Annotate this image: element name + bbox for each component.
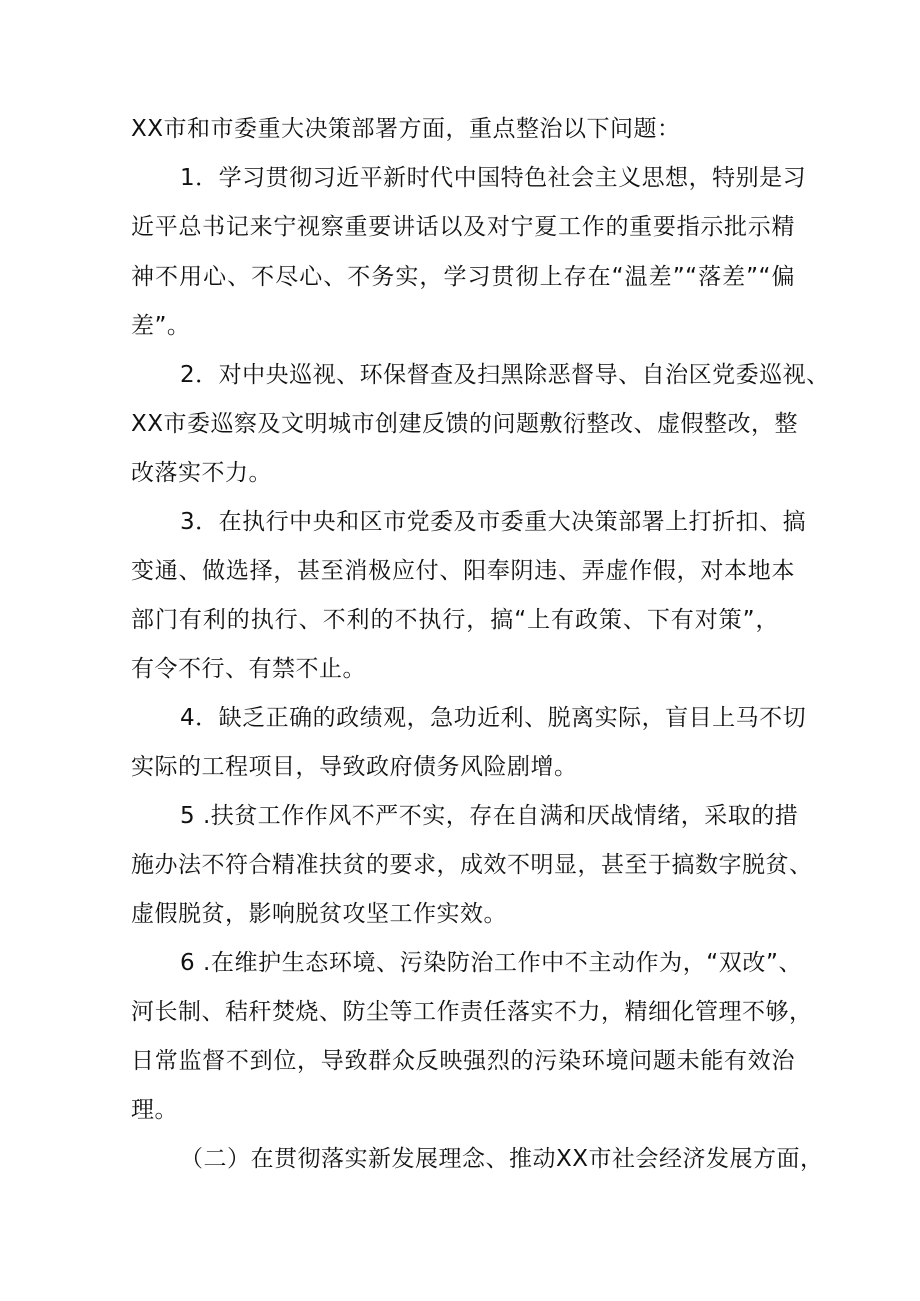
text-line: 虚假脱贫，影响脱贫攻坚工作实效。 [131, 901, 507, 927]
text-line: 有令不行、有禁不止。 [131, 656, 366, 682]
text-line: XX市委巡察及文明城市创建反馈的问题敷衍整改、虚假整改，整 [131, 411, 799, 437]
text-line: 差”。 [131, 313, 191, 339]
text-line: 近平总书记来宁视察重要讲话以及对宁夏工作的重要指示批示精 [131, 214, 795, 240]
text-line: 3．在执行中央和区市党委及市委重大决策部署上打折扣、搞 [180, 509, 807, 535]
text-line: 理。 [131, 1097, 178, 1123]
text-line: 2．对中央巡视、环保督查及扫黑除恶督导、自治区党委巡视、 [180, 362, 830, 388]
text-line: 部门有利的执行、不利的不执行，搞“上有政策、下有对策”， [131, 607, 779, 633]
text-line: XX市和市委重大决策部署方面，重点整治以下问题： [131, 116, 681, 142]
text-line: 实际的工程项目，导致政府债务风险剧增。 [131, 754, 578, 780]
text-line: （二）在贯彻落实新发展理念、推动XX市社会经济发展方面， [180, 1146, 824, 1172]
text-line: 改落实不力。 [131, 460, 272, 486]
text-line: 1．学习贯彻习近平新时代中国特色社会主义思想，特别是习 [180, 165, 807, 191]
text-line: 日常监督不到位，导致群众反映强烈的污染环境问题未能有效治 [131, 1048, 795, 1074]
text-line: 变通、做选择，甚至消极应付、阳奉阴违、弄虚作假，对本地本 [131, 558, 795, 584]
text-line: 5 .扶贫工作作风不严不实，存在自满和厌战情绪，采取的措 [180, 803, 799, 829]
text-line: 施办法不符合精准扶贫的要求，成效不明显，甚至于搞数字脱贫、 [131, 852, 813, 878]
text-line: 6 .在维护生态环境、污染防治工作中不主动作为，“双改”、 [180, 950, 802, 976]
text-line: 神不用心、不尽心、不务实，学习贯彻上存在“温差”“落差”“偏 [131, 264, 795, 290]
text-line: 4．缺乏正确的政绩观，急功近利、脱离实际，盲目上马不切 [180, 705, 807, 731]
text-line: 河长制、秸秆焚烧、防尘等工作责任落实不力，精细化管理不够， [131, 999, 813, 1025]
